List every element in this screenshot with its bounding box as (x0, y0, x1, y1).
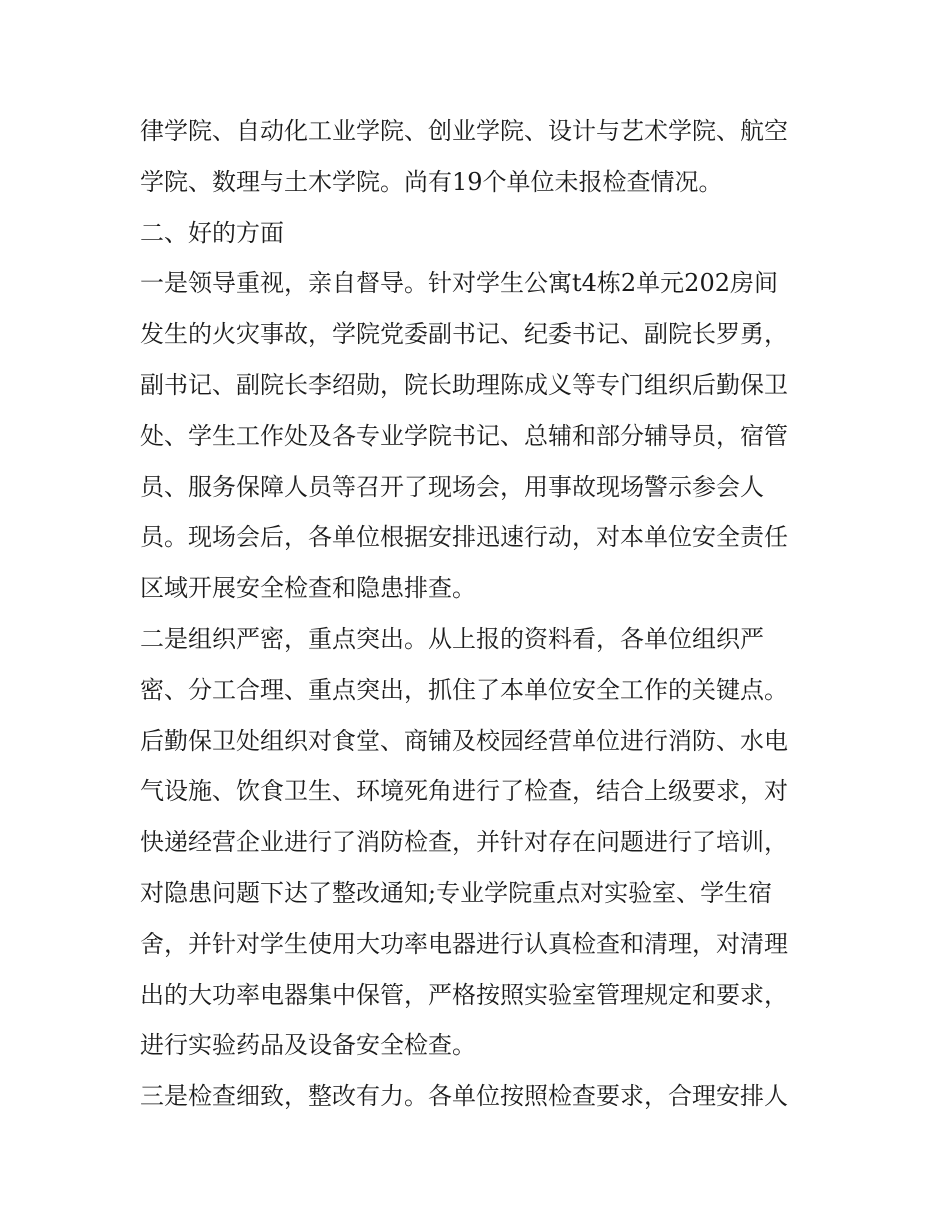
text-line: 二是组织严密，重点突出。从上报的资料看，各单位组织严 (140, 624, 764, 653)
document-body (140, 106, 840, 1122)
paragraph-inspection (140, 1071, 840, 1122)
text-line: 副书记、副院长李绍勋，院长助理陈成义等专门组织后勤保卫 (140, 370, 788, 399)
text-line: 学院、数理与土木学院。尚有19个单位未报检查情况。 (140, 167, 723, 196)
text-line: 一是领导重视，亲自督导。针对学生公寓t4栋2单元202房间 (140, 269, 778, 298)
section-heading: 二、好的方面 (140, 218, 284, 247)
paragraph-colleges-unreported (140, 106, 840, 208)
text-line: 进行实验药品及设备安全检查。 (140, 1031, 476, 1060)
text-line: 对隐患问题下达了整改通知;专业学院重点对实验室、学生宿 (140, 878, 773, 907)
text-line: 舍，并针对学生使用大功率电器进行认真检查和清理，对清理 (140, 929, 788, 958)
text-line: 三是检查细致，整改有力。各单位按照检查要求，合理安排人 (140, 1082, 788, 1111)
paragraph-leadership (140, 258, 840, 614)
text-line: 后勤保卫处组织对食堂、商铺及校园经营单位进行消防、水电 (140, 726, 788, 755)
text-line: 气设施、饮食卫生、环境死角进行了检查，结合上级要求，对 (140, 777, 788, 806)
text-line: 快递经营企业进行了消防检查，并针对存在问题进行了培训， (140, 828, 788, 857)
text-line: 律学院、自动化工业学院、创业学院、设计与艺术学院、航空 (140, 117, 788, 145)
text-line: 区域开展安全检查和隐患排查。 (140, 574, 476, 603)
text-line: 发生的火灾事故，学院党委副书记、纪委书记、副院长罗勇， (140, 320, 788, 349)
text-line: 员、服务保障人员等召开了现场会，用事故现场警示参会人 (140, 472, 764, 501)
text-line: 密、分工合理、重点突出，抓住了本单位安全工作的关键点。 (140, 675, 788, 704)
text-line: 员。现场会后，各单位根据安排迅速行动，对本单位安全责任 (140, 523, 788, 552)
section-heading-good-aspects (140, 208, 840, 259)
paragraph-organization (140, 614, 840, 1071)
text-line: 出的大功率电器集中保管，严格按照实验室管理规定和要求， (140, 980, 788, 1009)
text-line: 处、学生工作处及各专业学院书记、总辅和部分辅导员，宿管 (140, 421, 788, 450)
